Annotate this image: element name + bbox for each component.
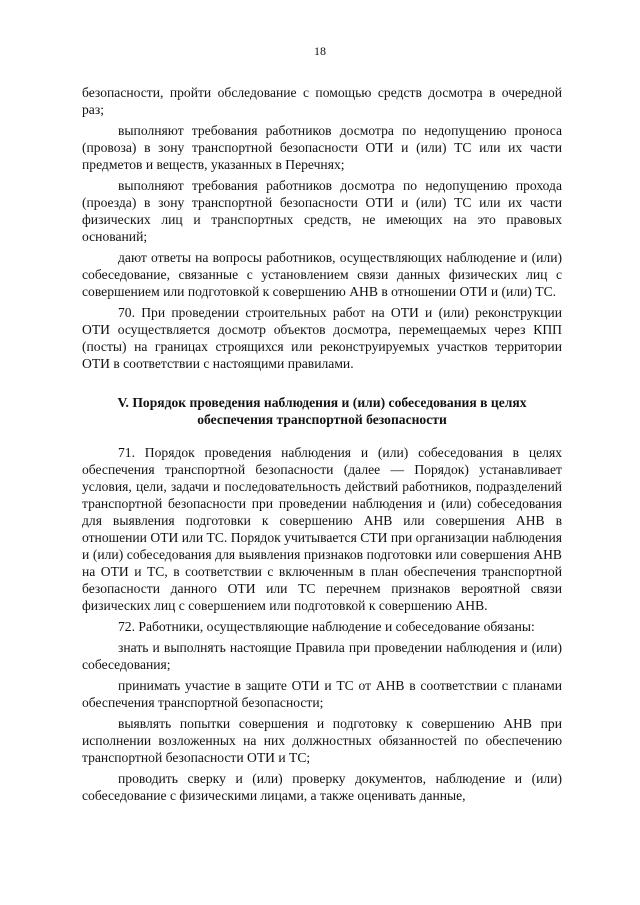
paragraph: выявлять попытки совершения и подготовку к совершению АНВ при исполнении возложенных на них должностных обязанностей по обеспечению транспортной безопасности ОТИ и ТС;: [82, 716, 562, 765]
paragraph: выполняют требования работников досмотра по недопущению проноса (провоза) в зону транспортной безопасности ОТИ и (или) ТС или их части предметов и веществ, указанных в Перечнях;: [82, 123, 562, 172]
paragraph: безопасности, пройти обследование с помощью средств досмотра в очередной раз;: [82, 85, 562, 117]
page-number: 18: [314, 44, 326, 58]
paragraphs-before-heading: [82, 84, 562, 372]
paragraph: знать и выполнять настоящие Правила при проведении наблюдения и (или) собеседования;: [82, 640, 562, 672]
paragraph: выполняют требования работников досмотра по недопущению прохода (проезда) в зону транспортной безопасности ОТИ и (или) ТС или их части физических лиц и транспортных средств, не имеющих на это правовых оснований;: [82, 178, 562, 244]
paragraph: 70. При проведении строительных работ на ОТИ и (или) реконструкции ОТИ осуществляется досмотр объектов досмотра, перемещаемых через КПП (посты) на границах строящихся или реконструируемых участков территории ОТИ в соответствии с настоящими правилами.: [82, 305, 562, 371]
paragraphs-after-heading: [82, 444, 562, 804]
paragraph: 71. Порядок проведения наблюдения и (или) собеседования в целях обеспечения транспортной безопасности (далее — Порядок) устанавливает условия, цели, задачи и последовательность действий работников, подразделений транспортной безопасности при проведении наблюдения и (или) собеседования для выявления подготовки к совершению АНВ или совершения АНВ в отношении ОТИ или ТС. Порядок учитывается СТИ при организации наблюдения и (или) собеседования для выявления признаков подготовки или совершения АНВ на ОТИ и ТС, в соответствии с включенным в план обеспечения транспортной безопасности данного ОТИ или ТС перечнем признаков вероятной связи физических лиц с совершением или подготовкой к совершению АНВ.: [82, 445, 562, 613]
paragraph: проводить сверку и (или) проверку документов, наблюдение и (или) собеседование с физическими лицами, а также оценивать данные,: [82, 771, 562, 803]
paragraph: принимать участие в защите ОТИ и ТС от АНВ в соответствии с планами обеспечения транспортной безопасности;: [82, 678, 562, 710]
section-heading: V. Порядок проведения наблюдения и (или) собеседования в целях обеспечения транспортной безопасности: [117, 395, 527, 427]
paragraph: дают ответы на вопросы работников, осуществляющих наблюдение и (или) собеседование, связанные с установлением связи данных физических лиц с совершением или подготовкой к совершению АНВ в отношении ОТИ и (или) ТС.: [82, 250, 562, 299]
page-content: [82, 84, 562, 804]
paragraph: 72. Работники, осуществляющие наблюдение и собеседование обязаны:: [118, 619, 535, 634]
